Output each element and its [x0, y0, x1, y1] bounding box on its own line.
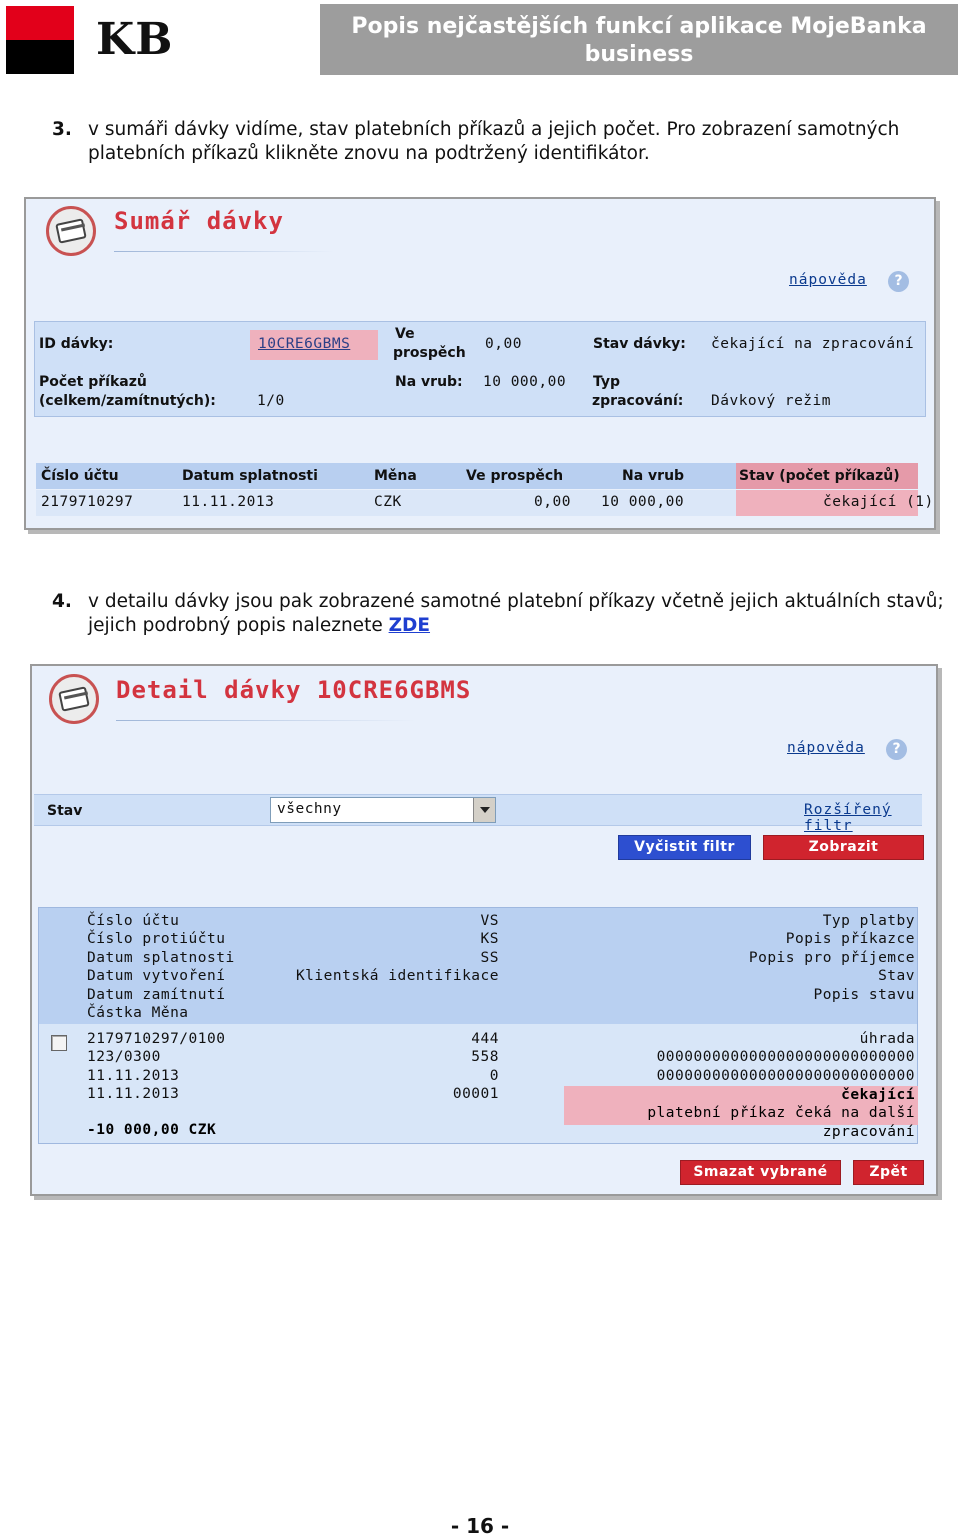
summary-table-header	[36, 463, 918, 489]
batch-info-panel	[34, 321, 926, 417]
column-header: Ve prospěch	[466, 468, 564, 484]
help-icon[interactable]: ?	[888, 271, 909, 292]
row-state: čekající	[841, 1087, 915, 1103]
kb-logo-text: KB	[96, 14, 174, 65]
row-vs: 444	[471, 1031, 499, 1047]
header-counter-account: Číslo protiúčtu	[87, 931, 226, 948]
help-icon[interactable]: ?	[886, 739, 907, 760]
row-ss: 0	[489, 1067, 499, 1084]
title-underline	[114, 251, 334, 252]
row-col2	[279, 1030, 499, 1104]
row-counter-account: 123/0300	[87, 1049, 161, 1066]
row-col3	[579, 1030, 915, 1085]
step-4-text: v detailu dávky jsou pak zobrazené samotné platební příkazy včetně jejich aktuálních stavů; jejich podrobný popis naleznete	[88, 591, 944, 636]
header-payer-description: Popis příkazce	[785, 931, 915, 948]
back-button[interactable]: Zpět	[853, 1160, 924, 1185]
detail-title: Detail dávky 10CRE6GBMS	[116, 676, 472, 704]
order-count-label-line2: (celkem/zamítnutých):	[39, 393, 216, 409]
edit-document-icon	[49, 674, 99, 724]
processing-type-label-line2: zpracování:	[592, 393, 684, 409]
step-3-text: v sumáři dávky vidíme, stav platebních příkazů a jejich počet. Pro zobrazení samotných platebních příkazů klikněte znovu na podtržený identifikátor.	[88, 119, 900, 164]
row-account-number: 2179710297/0100	[87, 1031, 226, 1047]
table-cell: 10 000,00	[601, 494, 685, 510]
header-client-id: Klientská identifikace	[295, 968, 499, 985]
state-filter-label: Stav	[47, 803, 83, 819]
chevron-down-icon[interactable]	[473, 798, 495, 822]
credit-label-line2: prospěch	[393, 345, 466, 361]
order-count-label-line1: Počet příkazů	[39, 374, 147, 390]
row-amount: -10 000,00 CZK	[87, 1122, 217, 1138]
step-4-number: 4.	[52, 591, 72, 612]
header-vs: VS	[480, 913, 499, 929]
summary-title: Sumář dávky	[114, 207, 284, 235]
column-header: Stav (počet příkazů)	[739, 468, 900, 484]
header-state-description: Popis stavu	[813, 986, 915, 1003]
clear-filter-button[interactable]: Vyčistit filtr	[618, 835, 751, 860]
processing-type-label-line1: Typ	[593, 374, 621, 390]
delete-selected-button[interactable]: Smazat vybrané	[680, 1160, 841, 1185]
processing-type-value: Dávkový režim	[711, 393, 831, 409]
order-count-value: 1/0	[257, 393, 285, 409]
row-client-id: 00001	[452, 1086, 499, 1103]
batch-id-link[interactable]: 10CRE6GBMS	[258, 336, 351, 352]
row-col1	[87, 1030, 225, 1104]
table-cell: CZK	[374, 494, 402, 510]
payment-orders-list	[38, 907, 918, 1144]
page-number: - 16 -	[450, 1514, 510, 1538]
debit-label: Na vrub:	[395, 374, 463, 390]
row-payee-description: 0000000000000000000000000000	[656, 1067, 915, 1084]
state-filter-value: všechny	[277, 801, 342, 817]
credit-value: 0,00	[485, 336, 522, 352]
column-header: Datum splatnosti	[182, 468, 318, 484]
state-filter-select[interactable]	[270, 797, 496, 823]
row-state-block	[564, 1086, 915, 1141]
row-checkbox[interactable]	[51, 1035, 67, 1051]
list-header-col2	[279, 912, 499, 986]
table-cell: 11.11.2013	[182, 494, 275, 510]
header-account-number: Číslo účtu	[87, 913, 180, 929]
row-payment-type: úhrada	[859, 1031, 915, 1047]
a-z-icon	[46, 206, 96, 256]
header-ks: KS	[480, 931, 499, 948]
batch-detail-screenshot	[30, 664, 938, 1196]
document-title: Popis nejčastějších funkcí aplikace MojeBanka business	[320, 4, 958, 75]
batch-state-value: čekající na zpracování	[711, 336, 915, 352]
kb-logo	[6, 6, 196, 76]
help-link[interactable]: nápověda	[789, 272, 867, 288]
step-3-paragraph	[52, 118, 952, 166]
batch-summary-screenshot	[24, 197, 936, 530]
header-amount-currency: Částka Měna	[87, 1005, 189, 1022]
step-4-paragraph	[52, 590, 952, 638]
table-cell: 0,00	[534, 494, 571, 510]
header-due-date: Datum splatnosti	[87, 949, 235, 966]
row-ks: 558	[471, 1049, 499, 1066]
header-state: Stav	[878, 968, 915, 985]
here-link[interactable]: ZDE	[388, 615, 431, 636]
row-created-date: 11.11.2013	[87, 1086, 180, 1103]
show-button[interactable]: Zobrazit	[763, 835, 924, 860]
table-row[interactable]	[36, 490, 934, 516]
batch-id-label: ID dávky:	[39, 336, 114, 352]
row-payer-description: 0000000000000000000000000000	[656, 1049, 915, 1066]
table-cell: 2179710297	[41, 494, 134, 510]
header-payee-description: Popis pro příjemce	[748, 949, 915, 966]
credit-label-line1: Ve	[395, 326, 415, 342]
row-state-description: platební příkaz čeká na další zpracování	[647, 1105, 915, 1140]
table-cell: čekající (1)	[823, 494, 934, 510]
row-due-date: 11.11.2013	[87, 1067, 180, 1084]
kb-logo-mark	[6, 6, 74, 74]
header-payment-type: Typ platby	[822, 913, 915, 929]
column-header: Na vrub	[622, 468, 685, 484]
header-ss: SS	[480, 949, 499, 966]
column-header: Měna	[374, 468, 417, 484]
filter-bar	[34, 794, 922, 834]
header-created-date: Datum vytvoření	[87, 968, 226, 985]
debit-value: 10 000,00	[483, 374, 567, 390]
advanced-filter-link[interactable]: Rozšířený filtr	[804, 802, 892, 834]
title-underline	[116, 720, 416, 721]
list-header-col3	[599, 912, 915, 1004]
batch-state-label: Stav dávky:	[593, 336, 686, 352]
step-3-number: 3.	[52, 119, 72, 140]
list-header-col1	[87, 912, 235, 1022]
column-header: Číslo účtu	[41, 468, 119, 484]
header-rejected-date: Datum zamítnutí	[87, 986, 226, 1003]
help-link[interactable]: nápověda	[787, 740, 865, 756]
